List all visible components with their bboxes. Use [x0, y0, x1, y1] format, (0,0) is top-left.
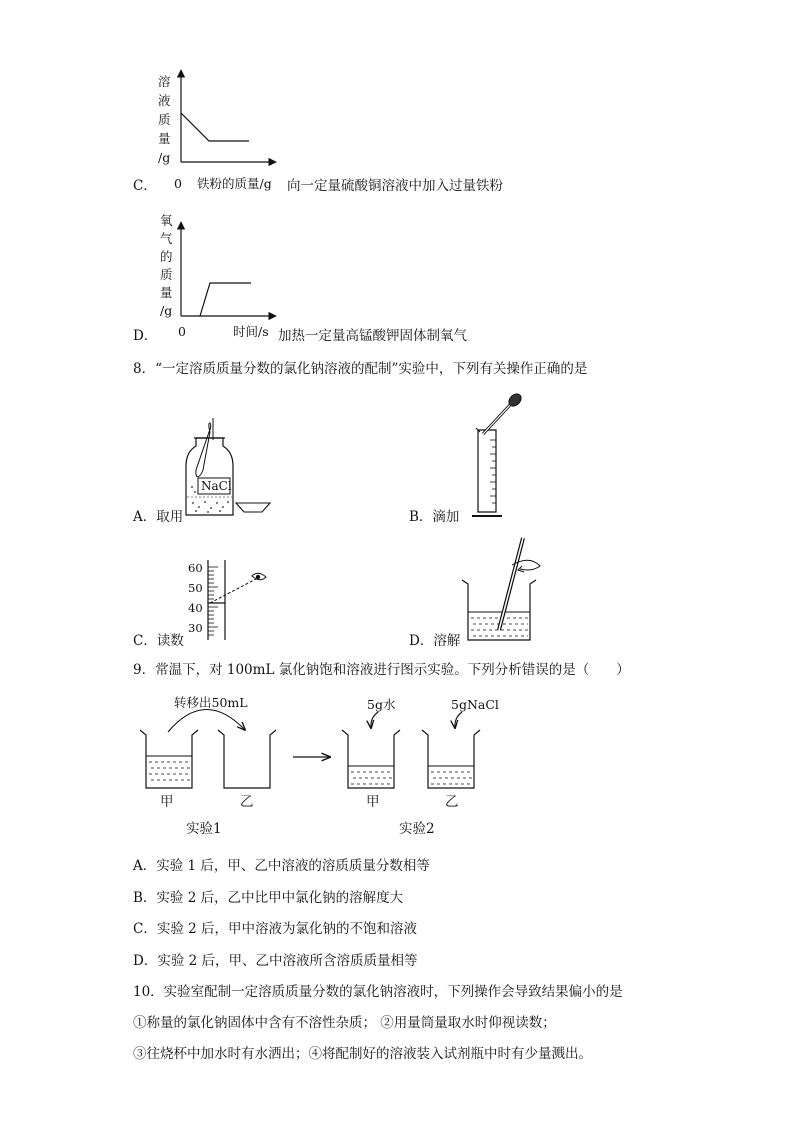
exp2-yi-label: 乙: [445, 794, 459, 810]
exp2-jia-label: 甲: [366, 794, 380, 810]
graph-c-ylabel-5: /g: [158, 150, 171, 165]
exp1-caption: 实验1: [186, 821, 222, 837]
graph-d-ylabel-2: 气: [160, 231, 173, 246]
tick-40: 40: [188, 601, 203, 615]
exp2-beaker-yi: [422, 730, 480, 788]
graph-d-origin: 0: [178, 324, 186, 339]
exp1-jia-label: 甲: [160, 794, 174, 810]
q8-stem: 8．“一定溶质质量分数的氯化钠溶液的配制”实验中，下列有关操作正确的是: [133, 361, 588, 377]
graph-c-ylabel-4: 量: [158, 131, 171, 146]
graph-d-xlabel: 时间/s: [233, 324, 269, 339]
graph-c-ylabel-3: 质: [158, 112, 171, 127]
tick-30: 30: [188, 621, 203, 635]
graph-c-ylabel-1: 溶: [158, 74, 171, 89]
exp1-beaker-jia: [140, 730, 198, 788]
graph-d-ylabel-3: 的: [160, 249, 173, 264]
exp1-yi-label: 乙: [240, 794, 254, 810]
tick-50: 50: [188, 581, 203, 595]
graph-d-ylabel-1: 氧: [160, 213, 173, 228]
graph-d-ylabel-4: 质: [160, 267, 173, 282]
nacl-label: 5gNaCl: [451, 697, 499, 712]
add-nacl-arrow: [455, 712, 462, 728]
q9-option-b: B．实验 2 后，乙中比甲中氯化钠的溶解度大: [133, 890, 404, 906]
graph-d-ylabel-5: 量: [160, 285, 173, 300]
graph-d-caption: 加热一定量高锰酸钾固体制氧气: [278, 328, 467, 344]
q10-line2: ③往烧杯中加水时有水洒出；④将配制好的溶液装入试剂瓶中时有少量溅出。: [133, 1046, 592, 1062]
graph-c-xlabel: 铁粉的质量/g: [197, 176, 272, 191]
add-water-arrow: [371, 712, 378, 728]
jar-nacl-label: NaCl: [201, 479, 232, 493]
q8-option-c: C．读数: [133, 633, 184, 649]
q8-option-d: D．溶解: [409, 633, 461, 649]
water-label: 5g水: [367, 697, 396, 712]
option-c-label: C．: [133, 178, 157, 194]
graph-c-origin: 0: [174, 176, 182, 191]
transfer-label: 转移出50mL: [174, 695, 248, 710]
q10-stem: 10．实验室配制一定溶质质量分数的氯化钠溶液时，下列操作会导致结果偏小的是: [133, 984, 623, 1000]
q8-option-b: B．滴加: [409, 509, 460, 525]
option-d-label: D．: [133, 328, 158, 344]
transfer-arrow: [168, 709, 245, 732]
graph-d-ylabel-6: /g: [160, 303, 173, 318]
tick-60: 60: [188, 561, 203, 575]
q8-option-a: A．取用: [133, 509, 184, 525]
exp2-beaker-jia: [342, 730, 400, 788]
exp2-caption: 实验2: [399, 821, 435, 837]
q10-line1: ①称量的氯化钠固体中含有不溶性杂质； ②用量筒量取水时仰视读数；: [133, 1015, 556, 1031]
q9-option-d: D．实验 2 后，甲、乙中溶液所含溶质质量相等: [133, 953, 418, 969]
q9-option-a: A．实验 1 后，甲、乙中溶液的溶质质量分数相等: [133, 858, 430, 874]
q9-stem: 9．常温下，对 100mL 氯化钠饱和溶液进行图示实验。下列分析错误的是（ ）: [133, 662, 630, 678]
q9-option-c: C．实验 2 后，甲中溶液为氯化钠的不饱和溶液: [133, 921, 418, 937]
exp1-beaker-yi: [218, 730, 276, 788]
graph-c-ylabel-2: 液: [158, 93, 171, 108]
graph-c-caption: 向一定量硫酸铜溶液中加入过量铁粉: [287, 178, 503, 194]
